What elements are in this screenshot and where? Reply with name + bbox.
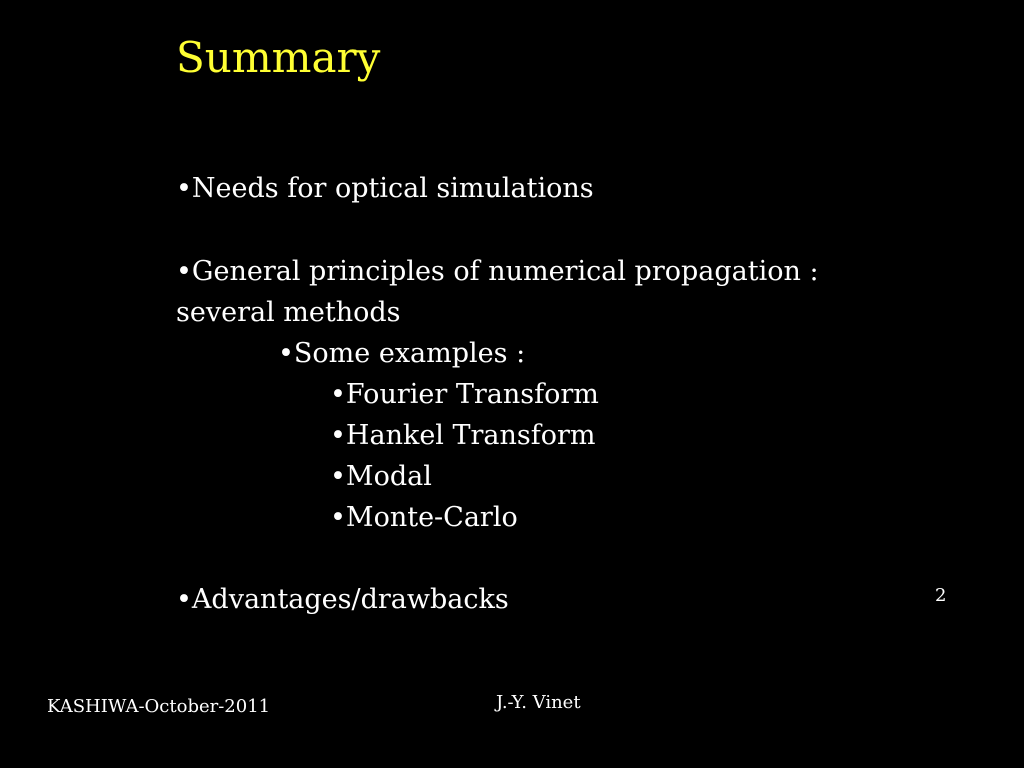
sub-sub-bullet-hankel: •Hankel Transform [330, 420, 596, 451]
bullet-advantages: •Advantages/drawbacks [176, 584, 509, 615]
sub-sub-bullet-fourier: •Fourier Transform [330, 379, 599, 410]
bullet-general-principles: •General principles of numerical propagation : [176, 256, 819, 287]
bullet-needs: •Needs for optical simulations [176, 173, 594, 204]
slide-title: Summary [176, 33, 381, 82]
sub-bullet-some-examples: •Some examples : [278, 338, 526, 369]
footer-author: J.-Y. Vinet [496, 692, 581, 713]
sub-sub-bullet-modal: •Modal [330, 461, 432, 492]
footer-event: KASHIWA-October-2011 [47, 696, 271, 717]
page-number: 2 [935, 585, 947, 606]
bullet-general-principles-continued: several methods [176, 297, 401, 328]
sub-sub-bullet-monte-carlo: •Monte-Carlo [330, 502, 518, 533]
